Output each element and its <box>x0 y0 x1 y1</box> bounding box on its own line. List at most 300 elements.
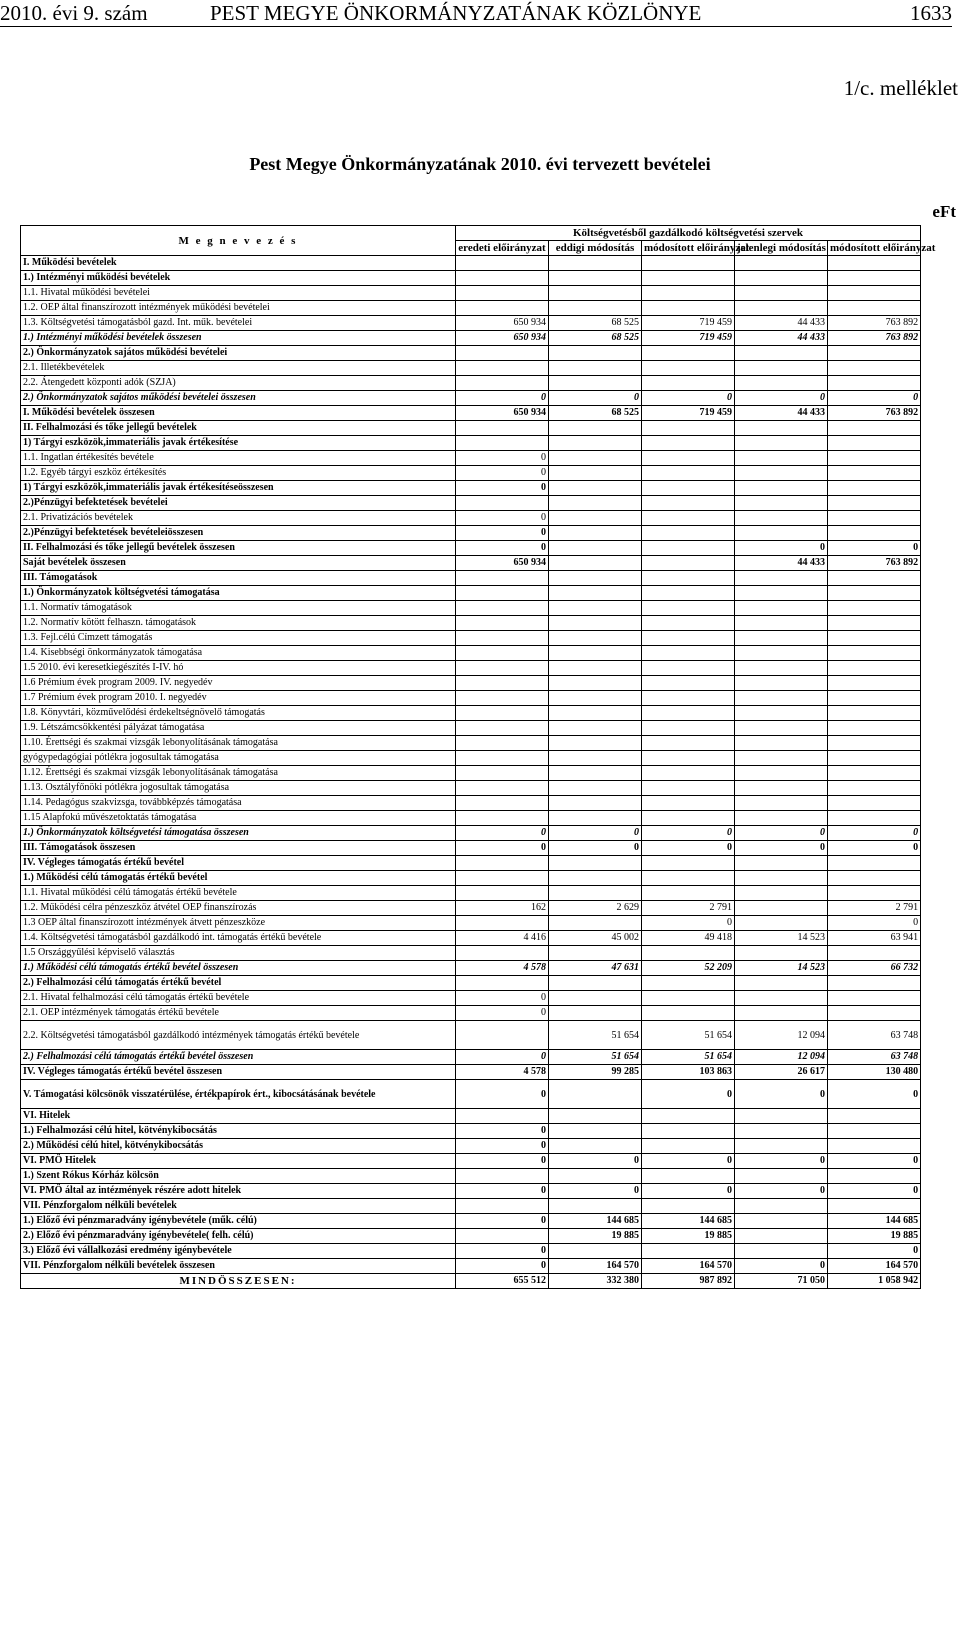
cell-value <box>642 631 735 646</box>
cell-value <box>828 511 921 526</box>
cell-value <box>549 286 642 301</box>
cell-value <box>642 436 735 451</box>
row-label: 1.14. Pedagógus szakvizsga, továbbképzés támogatása <box>21 796 456 811</box>
cell-value <box>456 661 549 676</box>
cell-value <box>735 1229 828 1244</box>
cell-value: 99 285 <box>549 1065 642 1080</box>
table-row <box>21 1021 921 1050</box>
row-label: IV. Végleges támogatás értékű bevétel <box>21 856 456 871</box>
table-row <box>21 331 921 346</box>
row-label: 2.) Működési célú hitel, kötvénykibocsátás <box>21 1139 456 1154</box>
cell-value <box>735 736 828 751</box>
cell-value <box>456 946 549 961</box>
cell-value: 51 654 <box>549 1050 642 1065</box>
cell-value <box>549 616 642 631</box>
table-row <box>21 1169 921 1184</box>
cell-value <box>735 661 828 676</box>
cell-value: 12 094 <box>735 1021 828 1050</box>
table-row <box>21 736 921 751</box>
cell-value: 164 570 <box>549 1259 642 1274</box>
cell-value <box>642 286 735 301</box>
cell-value <box>828 646 921 661</box>
cell-value: 0 <box>456 1244 549 1259</box>
table-row <box>21 406 921 421</box>
cell-value: 0 <box>456 466 549 481</box>
table-row <box>21 556 921 571</box>
cell-value <box>549 271 642 286</box>
cell-value <box>456 496 549 511</box>
cell-value <box>828 601 921 616</box>
cell-value <box>828 301 921 316</box>
cell-value <box>456 766 549 781</box>
cell-value <box>735 481 828 496</box>
cell-value: 0 <box>456 991 549 1006</box>
cell-value <box>735 586 828 601</box>
cell-value <box>828 736 921 751</box>
cell-value <box>642 721 735 736</box>
cell-value <box>642 451 735 466</box>
cell-value <box>642 466 735 481</box>
cell-value <box>549 631 642 646</box>
cell-value: 51 654 <box>642 1050 735 1065</box>
cell-value <box>828 721 921 736</box>
cell-value <box>549 946 642 961</box>
table-row <box>21 976 921 991</box>
budget-table <box>20 225 936 1289</box>
cell-value <box>456 436 549 451</box>
column-header: módosított előirányzat <box>828 241 921 256</box>
cell-value <box>456 361 549 376</box>
cell-value: 19 885 <box>642 1229 735 1244</box>
cell-value <box>642 481 735 496</box>
cell-value: 0 <box>456 1050 549 1065</box>
row-label: 1.7 Prémium évek program 2010. I. negyedév <box>21 691 456 706</box>
cell-value: 0 <box>828 541 921 556</box>
cell-value: 71 050 <box>735 1274 828 1289</box>
cell-value <box>735 616 828 631</box>
row-label: 1.10. Érettségi és szakmai vizsgák lebonyolításának támogatása <box>21 736 456 751</box>
cell-value <box>828 766 921 781</box>
cell-value <box>549 496 642 511</box>
cell-value: 0 <box>456 451 549 466</box>
table-row <box>21 931 921 946</box>
row-label: 1.) Önkormányzatok költségvetési támogatása összesen <box>21 826 456 841</box>
row-label: 1.3. Fejl.célú Címzett támogatás <box>21 631 456 646</box>
table-row <box>21 361 921 376</box>
cell-value <box>828 436 921 451</box>
cell-value <box>735 646 828 661</box>
row-label: 1.1. Hivatal működési célú támogatás értékű bevétele <box>21 886 456 901</box>
table-row <box>21 946 921 961</box>
cell-value <box>549 541 642 556</box>
cell-value <box>642 886 735 901</box>
cell-value <box>642 271 735 286</box>
row-label: 1.5 Országgyűlési képviselő választás <box>21 946 456 961</box>
row-label: 2.)Pénzügyi befektetések bevételei <box>21 496 456 511</box>
row-label: II. Felhalmozási és tőke jellegű bevételek <box>21 421 456 436</box>
cell-value <box>642 751 735 766</box>
table-row <box>21 646 921 661</box>
cell-value: 650 934 <box>456 331 549 346</box>
cell-value: 763 892 <box>828 556 921 571</box>
cell-value <box>828 346 921 361</box>
cell-value: 0 <box>456 1006 549 1021</box>
table-row <box>21 796 921 811</box>
row-label: 1.) Önkormányzatok költségvetési támogatása <box>21 586 456 601</box>
cell-value <box>549 301 642 316</box>
cell-value: 0 <box>642 826 735 841</box>
cell-value <box>735 601 828 616</box>
cell-value <box>549 856 642 871</box>
cell-value <box>735 901 828 916</box>
cell-value <box>549 556 642 571</box>
cell-value: 0 <box>456 541 549 556</box>
table-row <box>21 676 921 691</box>
table-row <box>21 256 921 271</box>
cell-value: 0 <box>735 1184 828 1199</box>
cell-value <box>549 751 642 766</box>
cell-value <box>642 1139 735 1154</box>
row-label: 2.2. Átengedett központi adók (SZJA) <box>21 376 456 391</box>
cell-value: 0 <box>735 841 828 856</box>
cell-value <box>642 766 735 781</box>
cell-value <box>456 706 549 721</box>
cell-value <box>642 361 735 376</box>
table-row <box>21 1244 921 1259</box>
cell-value: 719 459 <box>642 331 735 346</box>
cell-value <box>456 886 549 901</box>
cell-value: 0 <box>549 1154 642 1169</box>
cell-value <box>828 1124 921 1139</box>
table-row <box>21 1109 921 1124</box>
cell-value <box>735 526 828 541</box>
table-row <box>21 526 921 541</box>
cell-value: 0 <box>828 1244 921 1259</box>
row-label: 2.) Önkormányzatok sajátos működési bevételei <box>21 346 456 361</box>
cell-value <box>735 991 828 1006</box>
cell-value: 0 <box>456 1154 549 1169</box>
row-label: 2.) Előző évi pénzmaradvány igénybevétele( felh. célú) <box>21 1229 456 1244</box>
table-row <box>21 991 921 1006</box>
cell-value: 0 <box>456 1139 549 1154</box>
table-row <box>21 1199 921 1214</box>
cell-value <box>456 1169 549 1184</box>
cell-value <box>549 886 642 901</box>
cell-value <box>549 991 642 1006</box>
cell-value: 0 <box>828 1184 921 1199</box>
cell-value <box>735 1124 828 1139</box>
row-label: I. Működési bevételek <box>21 256 456 271</box>
cell-value <box>456 301 549 316</box>
cell-value <box>549 421 642 436</box>
table-row <box>21 541 921 556</box>
row-label: 1.1. Normatív támogatások <box>21 601 456 616</box>
cell-value: 2 791 <box>828 901 921 916</box>
cell-value: 4 578 <box>456 1065 549 1080</box>
cell-value <box>456 781 549 796</box>
row-label: 1.4. Költségvetési támogatásból gazdálkodó int. támogatás értékű bevétele <box>21 931 456 946</box>
row-label: 1.13. Osztályfőnöki pótlékra jogosultak támogatása <box>21 781 456 796</box>
cell-value <box>642 586 735 601</box>
cell-value <box>642 571 735 586</box>
row-label: 2.) Felhalmozási célú támogatás értékű bevétel <box>21 976 456 991</box>
row-label: 1) Tárgyi eszközök,immateriális javak értékesítéseösszesen <box>21 481 456 496</box>
cell-value: 0 <box>828 841 921 856</box>
cell-value <box>828 481 921 496</box>
row-label: 1.5 2010. évi keresetkiegészítés I-IV. hó <box>21 661 456 676</box>
table-row <box>21 1184 921 1199</box>
table-row <box>21 871 921 886</box>
cell-value <box>828 586 921 601</box>
cell-value <box>735 466 828 481</box>
cell-value <box>549 916 642 931</box>
cell-value <box>549 721 642 736</box>
cell-value: 2 791 <box>642 901 735 916</box>
column-header: eredeti előirányzat <box>456 241 549 256</box>
table-row <box>21 496 921 511</box>
row-label: VI. PMÖ által az intézmények részére adott hitelek <box>21 1184 456 1199</box>
cell-value: 719 459 <box>642 406 735 421</box>
cell-value <box>828 631 921 646</box>
cell-value: 26 617 <box>735 1065 828 1080</box>
cell-value: 44 433 <box>735 316 828 331</box>
cell-value <box>456 736 549 751</box>
page-header <box>0 0 952 27</box>
cell-value: 49 418 <box>642 931 735 946</box>
cell-value <box>735 1006 828 1021</box>
cell-value: 164 570 <box>828 1259 921 1274</box>
table-row <box>21 616 921 631</box>
cell-value: 19 885 <box>549 1229 642 1244</box>
cell-value: 650 934 <box>456 316 549 331</box>
row-label: 1.) Szent Rókus Kórház kölcsön <box>21 1169 456 1184</box>
cell-value <box>549 571 642 586</box>
cell-value <box>735 361 828 376</box>
row-label: 1.) Működési célú támogatás értékű bevétel <box>21 871 456 886</box>
cell-value <box>456 1109 549 1124</box>
cell-value <box>456 271 549 286</box>
cell-value <box>735 796 828 811</box>
cell-value <box>828 1199 921 1214</box>
table-row <box>21 301 921 316</box>
table-row <box>21 841 921 856</box>
cell-value <box>828 751 921 766</box>
row-label: III. Támogatások <box>21 571 456 586</box>
cell-value: 44 433 <box>735 331 828 346</box>
row-label: 2.)Pénzügyi befektetések bevételeiösszesen <box>21 526 456 541</box>
cell-value <box>828 796 921 811</box>
cell-value <box>735 781 828 796</box>
cell-value: 0 <box>828 1080 921 1109</box>
cell-value <box>828 886 921 901</box>
row-label: 2.1. OEP intézmények támogatás értékű bevétele <box>21 1006 456 1021</box>
cell-value <box>549 976 642 991</box>
cell-value <box>828 811 921 826</box>
table-row <box>21 286 921 301</box>
cell-value: 162 <box>456 901 549 916</box>
issue-label: 2010. évi 9. szám <box>0 1 148 25</box>
cell-value <box>642 616 735 631</box>
cell-value: 63 748 <box>828 1021 921 1050</box>
cell-value: 0 <box>456 391 549 406</box>
cell-value <box>642 556 735 571</box>
cell-value <box>642 1199 735 1214</box>
column-header: módosított előirányzat <box>642 241 735 256</box>
row-label: 1.3. Költségvetési támogatásból gazd. Int. műk. bevételei <box>21 316 456 331</box>
cell-value: 0 <box>549 1184 642 1199</box>
row-label: V. Támogatási kölcsönök visszatérülése, értékpapírok ért., kibocsátásának bevétele <box>21 1080 456 1109</box>
cell-value <box>456 256 549 271</box>
cell-value <box>735 766 828 781</box>
cell-value <box>735 751 828 766</box>
cell-value <box>828 286 921 301</box>
cell-value <box>735 1139 828 1154</box>
cell-value: 0 <box>456 1184 549 1199</box>
cell-value: 47 631 <box>549 961 642 976</box>
cell-value <box>456 586 549 601</box>
cell-value: 0 <box>642 1154 735 1169</box>
cell-value: 650 934 <box>456 406 549 421</box>
cell-value <box>549 346 642 361</box>
table-row <box>21 916 921 931</box>
cell-value <box>642 691 735 706</box>
cell-value: 719 459 <box>642 316 735 331</box>
table-row <box>21 886 921 901</box>
cell-value <box>642 1124 735 1139</box>
cell-value <box>735 676 828 691</box>
table-row <box>21 1006 921 1021</box>
annex-label: 1/c. melléklet <box>843 76 958 100</box>
cell-value: 44 433 <box>735 406 828 421</box>
cell-value <box>735 286 828 301</box>
cell-value <box>456 751 549 766</box>
cell-value: 0 <box>456 1080 549 1109</box>
cell-value: 68 525 <box>549 316 642 331</box>
cell-value <box>549 706 642 721</box>
cell-value: 0 <box>456 511 549 526</box>
cell-value <box>828 616 921 631</box>
cell-value <box>735 976 828 991</box>
cell-value <box>549 481 642 496</box>
cell-value <box>735 301 828 316</box>
row-label: Saját bevételek összesen <box>21 556 456 571</box>
cell-value <box>642 1109 735 1124</box>
cell-value: 0 <box>549 841 642 856</box>
cell-value <box>735 631 828 646</box>
cell-value: 2 629 <box>549 901 642 916</box>
cell-value <box>456 601 549 616</box>
cell-value <box>828 946 921 961</box>
cell-value <box>828 451 921 466</box>
cell-value: 0 <box>642 1080 735 1109</box>
cell-value: 0 <box>735 826 828 841</box>
row-label: 1.3 OEP által finanszírozott intézmények átvett pénzeszköze <box>21 916 456 931</box>
cell-value <box>735 721 828 736</box>
cell-value <box>642 601 735 616</box>
table-row <box>21 571 921 586</box>
cell-value <box>735 496 828 511</box>
row-label: 1.) Intézményi működési bevételek <box>21 271 456 286</box>
cell-value: 0 <box>549 826 642 841</box>
cell-value: 164 570 <box>642 1259 735 1274</box>
cell-value: 14 523 <box>735 931 828 946</box>
row-label: 1.6 Prémium évek program 2009. IV. negyedév <box>21 676 456 691</box>
cell-value <box>642 256 735 271</box>
table-row <box>21 481 921 496</box>
cell-value: 0 <box>735 391 828 406</box>
row-label: 2.) Felhalmozási célú támogatás értékű bevétel összesen <box>21 1050 456 1065</box>
cell-value <box>549 361 642 376</box>
row-label: VI. PMÖ Hitelek <box>21 1154 456 1169</box>
cell-value: 0 <box>735 1154 828 1169</box>
cell-value <box>735 1199 828 1214</box>
cell-value <box>456 916 549 931</box>
table-row <box>21 1139 921 1154</box>
cell-value <box>456 631 549 646</box>
row-label: 1.2. Egyéb tárgyi eszköz értékesítés <box>21 466 456 481</box>
cell-value <box>549 586 642 601</box>
cell-value <box>642 781 735 796</box>
cell-value: 0 <box>735 1080 828 1109</box>
cell-value <box>735 1214 828 1229</box>
cell-value: 763 892 <box>828 406 921 421</box>
cell-value <box>549 1080 642 1109</box>
cell-value <box>456 676 549 691</box>
table-row <box>21 706 921 721</box>
cell-value <box>642 811 735 826</box>
cell-value <box>456 286 549 301</box>
cell-value: 0 <box>456 1259 549 1274</box>
table-row <box>21 811 921 826</box>
cell-value: 144 685 <box>549 1214 642 1229</box>
cell-value <box>642 346 735 361</box>
row-label: IV. Végleges támogatás értékű bevétel összesen <box>21 1065 456 1080</box>
name-column-header: M e g n e v e z é s <box>21 226 456 256</box>
row-label: 1.) Előző évi pénzmaradvány igénybevétele (műk. célú) <box>21 1214 456 1229</box>
row-label: 2.1. Illetékbevételek <box>21 361 456 376</box>
cell-value: 103 863 <box>642 1065 735 1080</box>
cell-value: 0 <box>456 1124 549 1139</box>
cell-value: 45 002 <box>549 931 642 946</box>
cell-value <box>828 706 921 721</box>
row-label: III. Támogatások összesen <box>21 841 456 856</box>
row-label: 1.1. Hivatal működési bevételei <box>21 286 456 301</box>
cell-value: 51 654 <box>642 1021 735 1050</box>
table-row <box>21 376 921 391</box>
row-label: 1.8. Könyvtári, közművelődési érdekeltségnövelő támogatás <box>21 706 456 721</box>
row-label: 2.1. Privatizációs bevételek <box>21 511 456 526</box>
cell-value: 0 <box>456 481 549 496</box>
cell-value <box>549 676 642 691</box>
cell-value <box>828 421 921 436</box>
row-label: 1) Tárgyi eszközök,immateriális javak értékesítése <box>21 436 456 451</box>
cell-value <box>735 346 828 361</box>
cell-value <box>735 1109 828 1124</box>
cell-value <box>549 811 642 826</box>
row-label: 2.1. Hivatal felhalmozási célú támogatás értékű bevétele <box>21 991 456 1006</box>
cell-value <box>735 376 828 391</box>
cell-value: 1 058 942 <box>828 1274 921 1289</box>
cell-value <box>549 781 642 796</box>
table-row <box>21 466 921 481</box>
table-row <box>21 316 921 331</box>
cell-value: 63 748 <box>828 1050 921 1065</box>
table-row <box>21 391 921 406</box>
table-row <box>21 1080 921 1109</box>
cell-value <box>456 871 549 886</box>
cell-value: 0 <box>642 841 735 856</box>
cell-value <box>735 886 828 901</box>
